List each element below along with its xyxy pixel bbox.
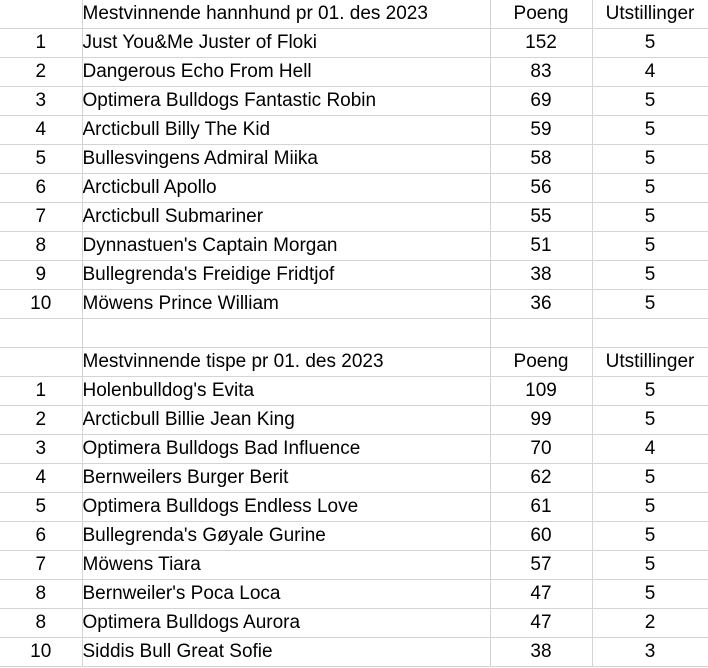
rank-cell[interactable]: 6 xyxy=(0,522,82,551)
points-cell[interactable]: 69 xyxy=(490,87,592,116)
shows-cell[interactable]: 5 xyxy=(592,290,708,319)
points-cell[interactable]: 99 xyxy=(490,406,592,435)
rank-cell[interactable]: 6 xyxy=(0,174,82,203)
points-cell[interactable]: 59 xyxy=(490,116,592,145)
table-row xyxy=(0,609,708,638)
points-header-cell[interactable]: Poeng xyxy=(490,0,592,29)
rank-cell[interactable]: 3 xyxy=(0,435,82,464)
shows-cell[interactable]: 5 xyxy=(592,406,708,435)
shows-cell[interactable]: 4 xyxy=(592,435,708,464)
rank-cell[interactable]: 10 xyxy=(0,638,82,667)
dog-name-cell[interactable]: Möwens Prince William xyxy=(82,290,490,319)
points-cell[interactable]: 57 xyxy=(490,551,592,580)
points-cell[interactable]: 47 xyxy=(490,609,592,638)
shows-cell[interactable]: 2 xyxy=(592,609,708,638)
table-title-cell[interactable]: Mestvinnende hannhund pr 01. des 2023 xyxy=(82,0,490,29)
shows-header-cell[interactable]: Utstillinger xyxy=(592,348,708,377)
dog-name-cell[interactable]: Optimera Bulldogs Endless Love xyxy=(82,493,490,522)
shows-cell[interactable]: 5 xyxy=(592,174,708,203)
table-header-row xyxy=(0,348,708,377)
rank-cell[interactable]: 1 xyxy=(0,29,82,58)
shows-cell[interactable]: 5 xyxy=(592,464,708,493)
shows-cell[interactable]: 5 xyxy=(592,203,708,232)
shows-cell[interactable]: 5 xyxy=(592,377,708,406)
empty-cell[interactable] xyxy=(0,319,82,348)
shows-cell[interactable]: 5 xyxy=(592,116,708,145)
dog-name-cell[interactable]: Optimera Bulldogs Bad Influence xyxy=(82,435,490,464)
dog-name-cell[interactable]: Holenbulldog's Evita xyxy=(82,377,490,406)
dog-name-cell[interactable]: Dynnastuen's Captain Morgan xyxy=(82,232,490,261)
points-cell[interactable]: 58 xyxy=(490,145,592,174)
points-cell[interactable]: 152 xyxy=(490,29,592,58)
dog-name-cell[interactable]: Arcticbull Apollo xyxy=(82,174,490,203)
table-row xyxy=(0,406,708,435)
table-row xyxy=(0,464,708,493)
points-cell[interactable]: 56 xyxy=(490,174,592,203)
shows-cell[interactable]: 4 xyxy=(592,58,708,87)
points-cell[interactable]: 47 xyxy=(490,580,592,609)
table-row xyxy=(0,232,708,261)
rank-cell[interactable]: 3 xyxy=(0,87,82,116)
points-cell[interactable]: 36 xyxy=(490,290,592,319)
empty-cell[interactable] xyxy=(490,319,592,348)
shows-cell[interactable]: 5 xyxy=(592,87,708,116)
table-row xyxy=(0,29,708,58)
shows-cell[interactable]: 5 xyxy=(592,145,708,174)
empty-cell[interactable] xyxy=(82,319,490,348)
empty-cell[interactable] xyxy=(0,348,82,377)
table-row xyxy=(0,203,708,232)
table-row xyxy=(0,145,708,174)
dog-name-cell[interactable]: Arcticbull Submariner xyxy=(82,203,490,232)
table-row xyxy=(0,58,708,87)
rank-cell[interactable]: 8 xyxy=(0,232,82,261)
rank-cell[interactable]: 1 xyxy=(0,377,82,406)
table-row xyxy=(0,116,708,145)
rank-cell[interactable]: 10 xyxy=(0,290,82,319)
table-row xyxy=(0,261,708,290)
rank-cell[interactable]: 5 xyxy=(0,145,82,174)
table-row xyxy=(0,87,708,116)
shows-cell[interactable]: 5 xyxy=(592,493,708,522)
dog-name-cell[interactable]: Möwens Tiara xyxy=(82,551,490,580)
points-cell[interactable]: 38 xyxy=(490,638,592,667)
points-cell[interactable]: 62 xyxy=(490,464,592,493)
points-cell[interactable]: 55 xyxy=(490,203,592,232)
table-row xyxy=(0,435,708,464)
shows-cell[interactable]: 5 xyxy=(592,232,708,261)
points-cell[interactable]: 61 xyxy=(490,493,592,522)
dog-name-cell[interactable]: Just You&Me Juster of Floki xyxy=(82,29,490,58)
dog-name-cell[interactable]: Optimera Bulldogs Fantastic Robin xyxy=(82,87,490,116)
shows-cell[interactable]: 5 xyxy=(592,29,708,58)
table-row xyxy=(0,522,708,551)
dog-name-cell[interactable]: Dangerous Echo From Hell xyxy=(82,58,490,87)
shows-cell[interactable]: 5 xyxy=(592,261,708,290)
table-title-cell[interactable]: Mestvinnende tispe pr 01. des 2023 xyxy=(82,348,490,377)
dog-name-cell[interactable]: Bernweilers Burger Berit xyxy=(82,464,490,493)
points-cell[interactable]: 70 xyxy=(490,435,592,464)
dog-name-cell[interactable]: Bullegrenda's Freidige Fridtjof xyxy=(82,261,490,290)
rank-cell[interactable]: 4 xyxy=(0,116,82,145)
points-cell[interactable]: 51 xyxy=(490,232,592,261)
dog-name-cell[interactable]: Bullegrenda's Gøyale Gurine xyxy=(82,522,490,551)
shows-header-cell[interactable]: Utstillinger xyxy=(592,0,708,29)
dog-name-cell[interactable]: Arcticbull Billy The Kid xyxy=(82,116,490,145)
points-cell[interactable]: 83 xyxy=(490,58,592,87)
table-row xyxy=(0,174,708,203)
empty-cell[interactable] xyxy=(592,319,708,348)
rank-cell[interactable]: 4 xyxy=(0,464,82,493)
dog-name-cell[interactable]: Arcticbull Billie Jean King xyxy=(82,406,490,435)
table-row xyxy=(0,638,708,667)
rank-cell[interactable]: 2 xyxy=(0,58,82,87)
rank-cell[interactable]: 9 xyxy=(0,261,82,290)
table-row xyxy=(0,290,708,319)
shows-cell[interactable]: 3 xyxy=(592,638,708,667)
shows-cell[interactable]: 5 xyxy=(592,580,708,609)
table-row xyxy=(0,580,708,609)
shows-cell[interactable]: 5 xyxy=(592,551,708,580)
dog-name-cell[interactable]: Bernweiler's Poca Loca xyxy=(82,580,490,609)
table-header-row xyxy=(0,0,708,29)
points-header-cell[interactable]: Poeng xyxy=(490,348,592,377)
shows-cell[interactable]: 5 xyxy=(592,522,708,551)
rank-cell[interactable]: 7 xyxy=(0,551,82,580)
dog-name-cell[interactable]: Siddis Bull Great Sofie xyxy=(82,638,490,667)
empty-row xyxy=(0,319,708,348)
empty-cell[interactable] xyxy=(0,0,82,29)
table-row xyxy=(0,551,708,580)
dog-name-cell[interactable]: Optimera Bulldogs Aurora xyxy=(82,609,490,638)
rank-cell[interactable]: 8 xyxy=(0,580,82,609)
table-row xyxy=(0,377,708,406)
points-cell[interactable]: 109 xyxy=(490,377,592,406)
rank-cell[interactable]: 8 xyxy=(0,609,82,638)
rank-cell[interactable]: 7 xyxy=(0,203,82,232)
table-row xyxy=(0,493,708,522)
rank-cell[interactable]: 2 xyxy=(0,406,82,435)
points-cell[interactable]: 60 xyxy=(490,522,592,551)
rank-cell[interactable]: 5 xyxy=(0,493,82,522)
dog-name-cell[interactable]: Bullesvingens Admiral Miika xyxy=(82,145,490,174)
points-cell[interactable]: 38 xyxy=(490,261,592,290)
